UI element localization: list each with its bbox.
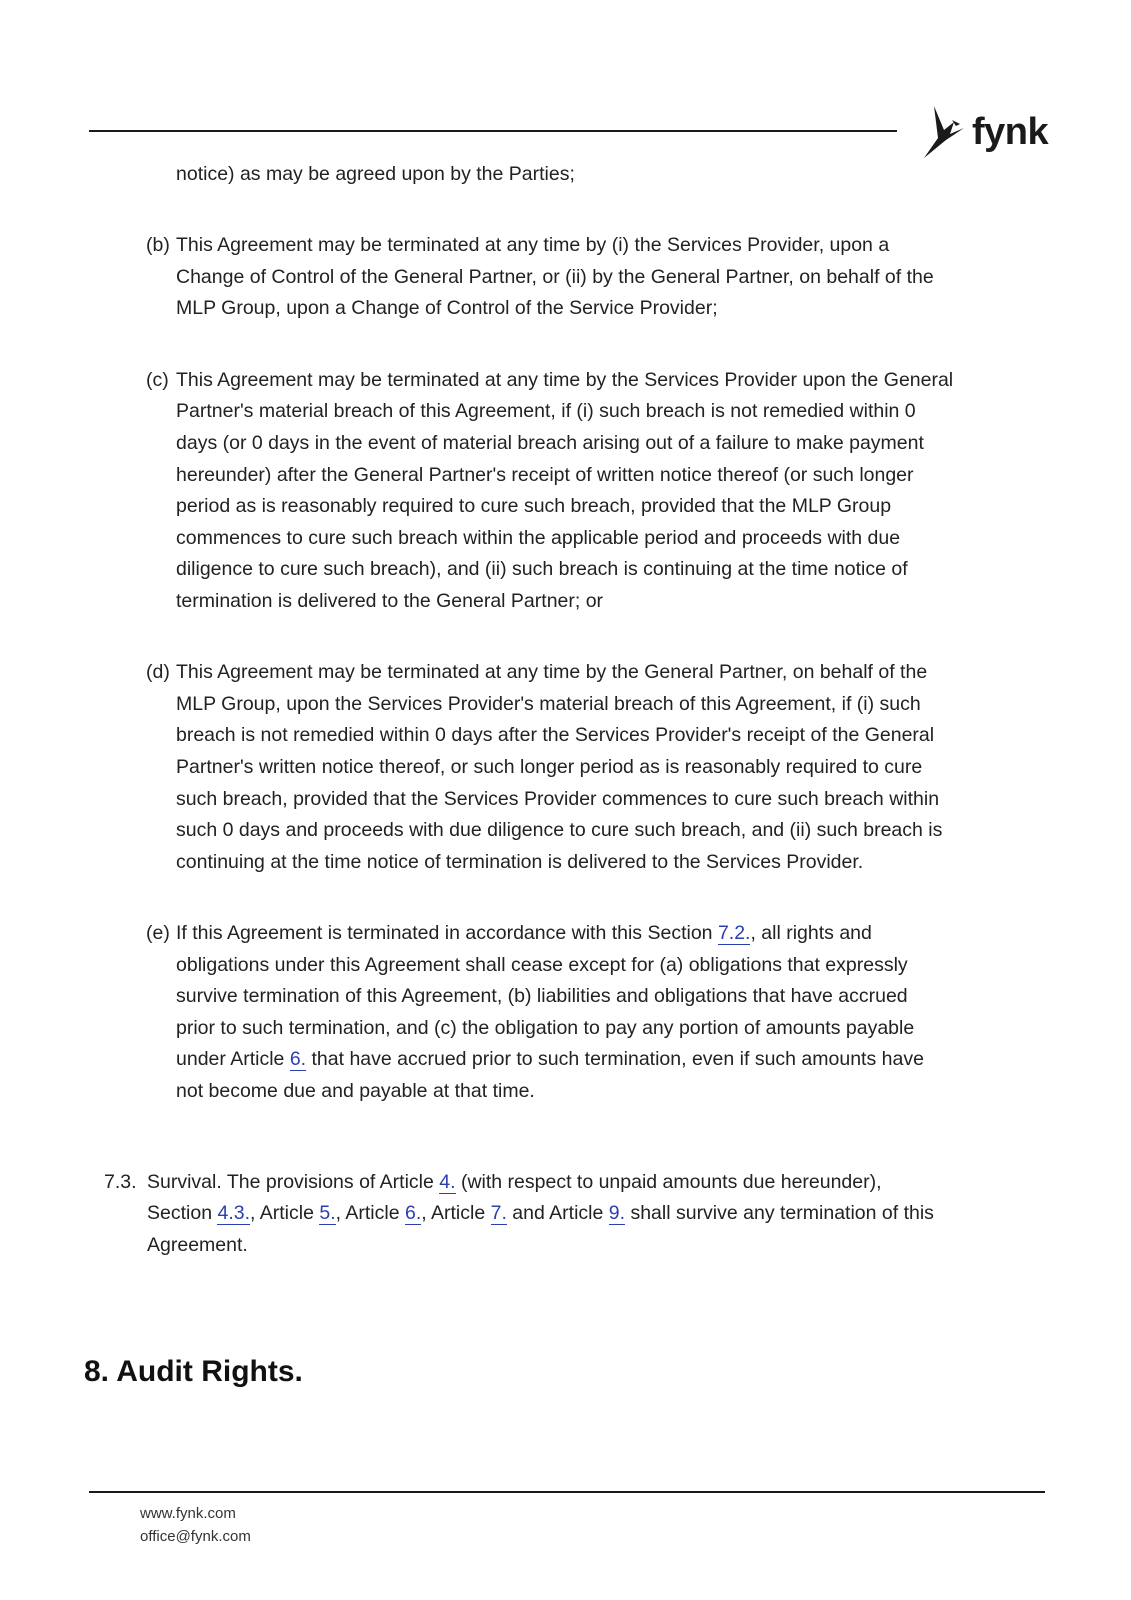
clause-line: commences to cure such breach within the applicable period and proceeds with due [176, 527, 901, 549]
clause-line [176, 917, 872, 950]
article-link-7[interactable]: 7. [490, 1202, 507, 1224]
clause-line: not become due and payable at that time. [176, 1080, 535, 1102]
clause-line: Change of Control of the General Partner, or (ii) by the General Partner, on behalf of the [176, 266, 934, 288]
text-run: Survival. The provisions of Article [147, 1171, 440, 1193]
clause-line: survive termination of this Agreement, (b) liabilities and obligations that have accrued [176, 985, 908, 1007]
article-link-6[interactable]: 6. [289, 1048, 307, 1070]
header-divider [89, 130, 897, 132]
text-run: , Article [421, 1202, 491, 1224]
clause-line: Partner's written notice thereof, or such longer period as is reasonably required to cure [176, 756, 923, 778]
text-run: Section [147, 1202, 218, 1224]
clause-line: diligence to cure such breach), and (ii) such breach is continuing at the time notice of [176, 558, 908, 580]
clause-line: This Agreement may be terminated at any time by the Services Provider upon the General [176, 369, 954, 391]
text-run: (with respect to unpaid amounts due hereunder), [455, 1171, 882, 1193]
clause-line: hereunder) after the General Partner's receipt of written notice thereof (or such longer [176, 464, 914, 486]
clause-line: This Agreement may be terminated at any time by the General Partner, on behalf of the [176, 661, 928, 683]
text-run: under Article [176, 1048, 290, 1070]
section-heading: 8. Audit Rights. [84, 1355, 303, 1388]
text-run: that have accrued prior to such termination, even if such amounts have [306, 1048, 924, 1070]
clause-line: such 0 days and proceeds with due diligence to cure such breach, and (ii) such breach is [176, 819, 943, 841]
article-link-5[interactable]: 5. [319, 1202, 336, 1224]
text-run: , all rights and [750, 922, 872, 944]
clause-line: period as is reasonably required to cure such breach, provided that the MLP Group [176, 495, 892, 517]
text-run: , Article [250, 1202, 320, 1224]
clause-label: (e) [146, 922, 170, 944]
section-line [147, 1166, 882, 1199]
clause-line: termination is delivered to the General Partner; or [176, 590, 604, 612]
section-line: Agreement. [147, 1234, 248, 1256]
text-run: If this Agreement is terminated in accordance with this Section [176, 922, 718, 944]
article-link-6[interactable]: 6. [404, 1202, 422, 1224]
clause-line: breach is not remedied within 0 days after the Services Provider's receipt of the General [176, 724, 935, 746]
section-link-7-2[interactable]: 7.2. [717, 922, 751, 944]
text-run: shall survive any termination of this [625, 1202, 934, 1224]
brand-name: fynk [972, 111, 1049, 153]
section-number: 7.3. [104, 1171, 137, 1193]
fynk-logo [920, 104, 1050, 160]
clause-line: continuing at the time notice of termination is delivered to the Services Provider. [176, 851, 864, 873]
clause-label: (d) [146, 661, 170, 683]
clause-line: MLP Group, upon the Services Provider's material breach of this Agreement, if (i) such [176, 693, 921, 715]
clause-line: This Agreement may be terminated at any time by (i) the Services Provider, upon a [176, 234, 890, 256]
text-run: , Article [335, 1202, 405, 1224]
section-link-4-3[interactable]: 4.3. [217, 1202, 250, 1224]
clause-line: prior to such termination, and (c) the obligation to pay any portion of amounts payable [176, 1017, 915, 1039]
clause-line: days (or 0 days in the event of material breach arising out of a failure to make payment [176, 432, 924, 454]
clause-line: MLP Group, upon a Change of Control of the Service Provider; [176, 297, 718, 319]
clause-line [176, 1043, 924, 1076]
clause-line: obligations under this Agreement shall cease except for (a) obligations that expressly [176, 954, 908, 976]
footer-divider [89, 1491, 1045, 1493]
footer-website[interactable]: www.fynk.com [140, 1505, 236, 1522]
clause-line: Partner's material breach of this Agreement, if (i) such breach is not remedied within 0 [176, 400, 916, 422]
section-line [147, 1197, 934, 1230]
clause-label: (c) [146, 369, 169, 391]
clause-label: (b) [146, 234, 170, 256]
article-link-4[interactable]: 4. [439, 1171, 456, 1193]
text-run: and Article [506, 1202, 609, 1224]
continuation-text: notice) as may be agreed upon by the Parties; [176, 163, 575, 185]
clause-line: such breach, provided that the Services Provider commences to cure such breach within [176, 788, 940, 810]
footer-email[interactable]: office@fynk.com [140, 1528, 251, 1545]
article-link-9[interactable]: 9. [608, 1202, 626, 1224]
fynk-bird-icon [920, 104, 970, 160]
